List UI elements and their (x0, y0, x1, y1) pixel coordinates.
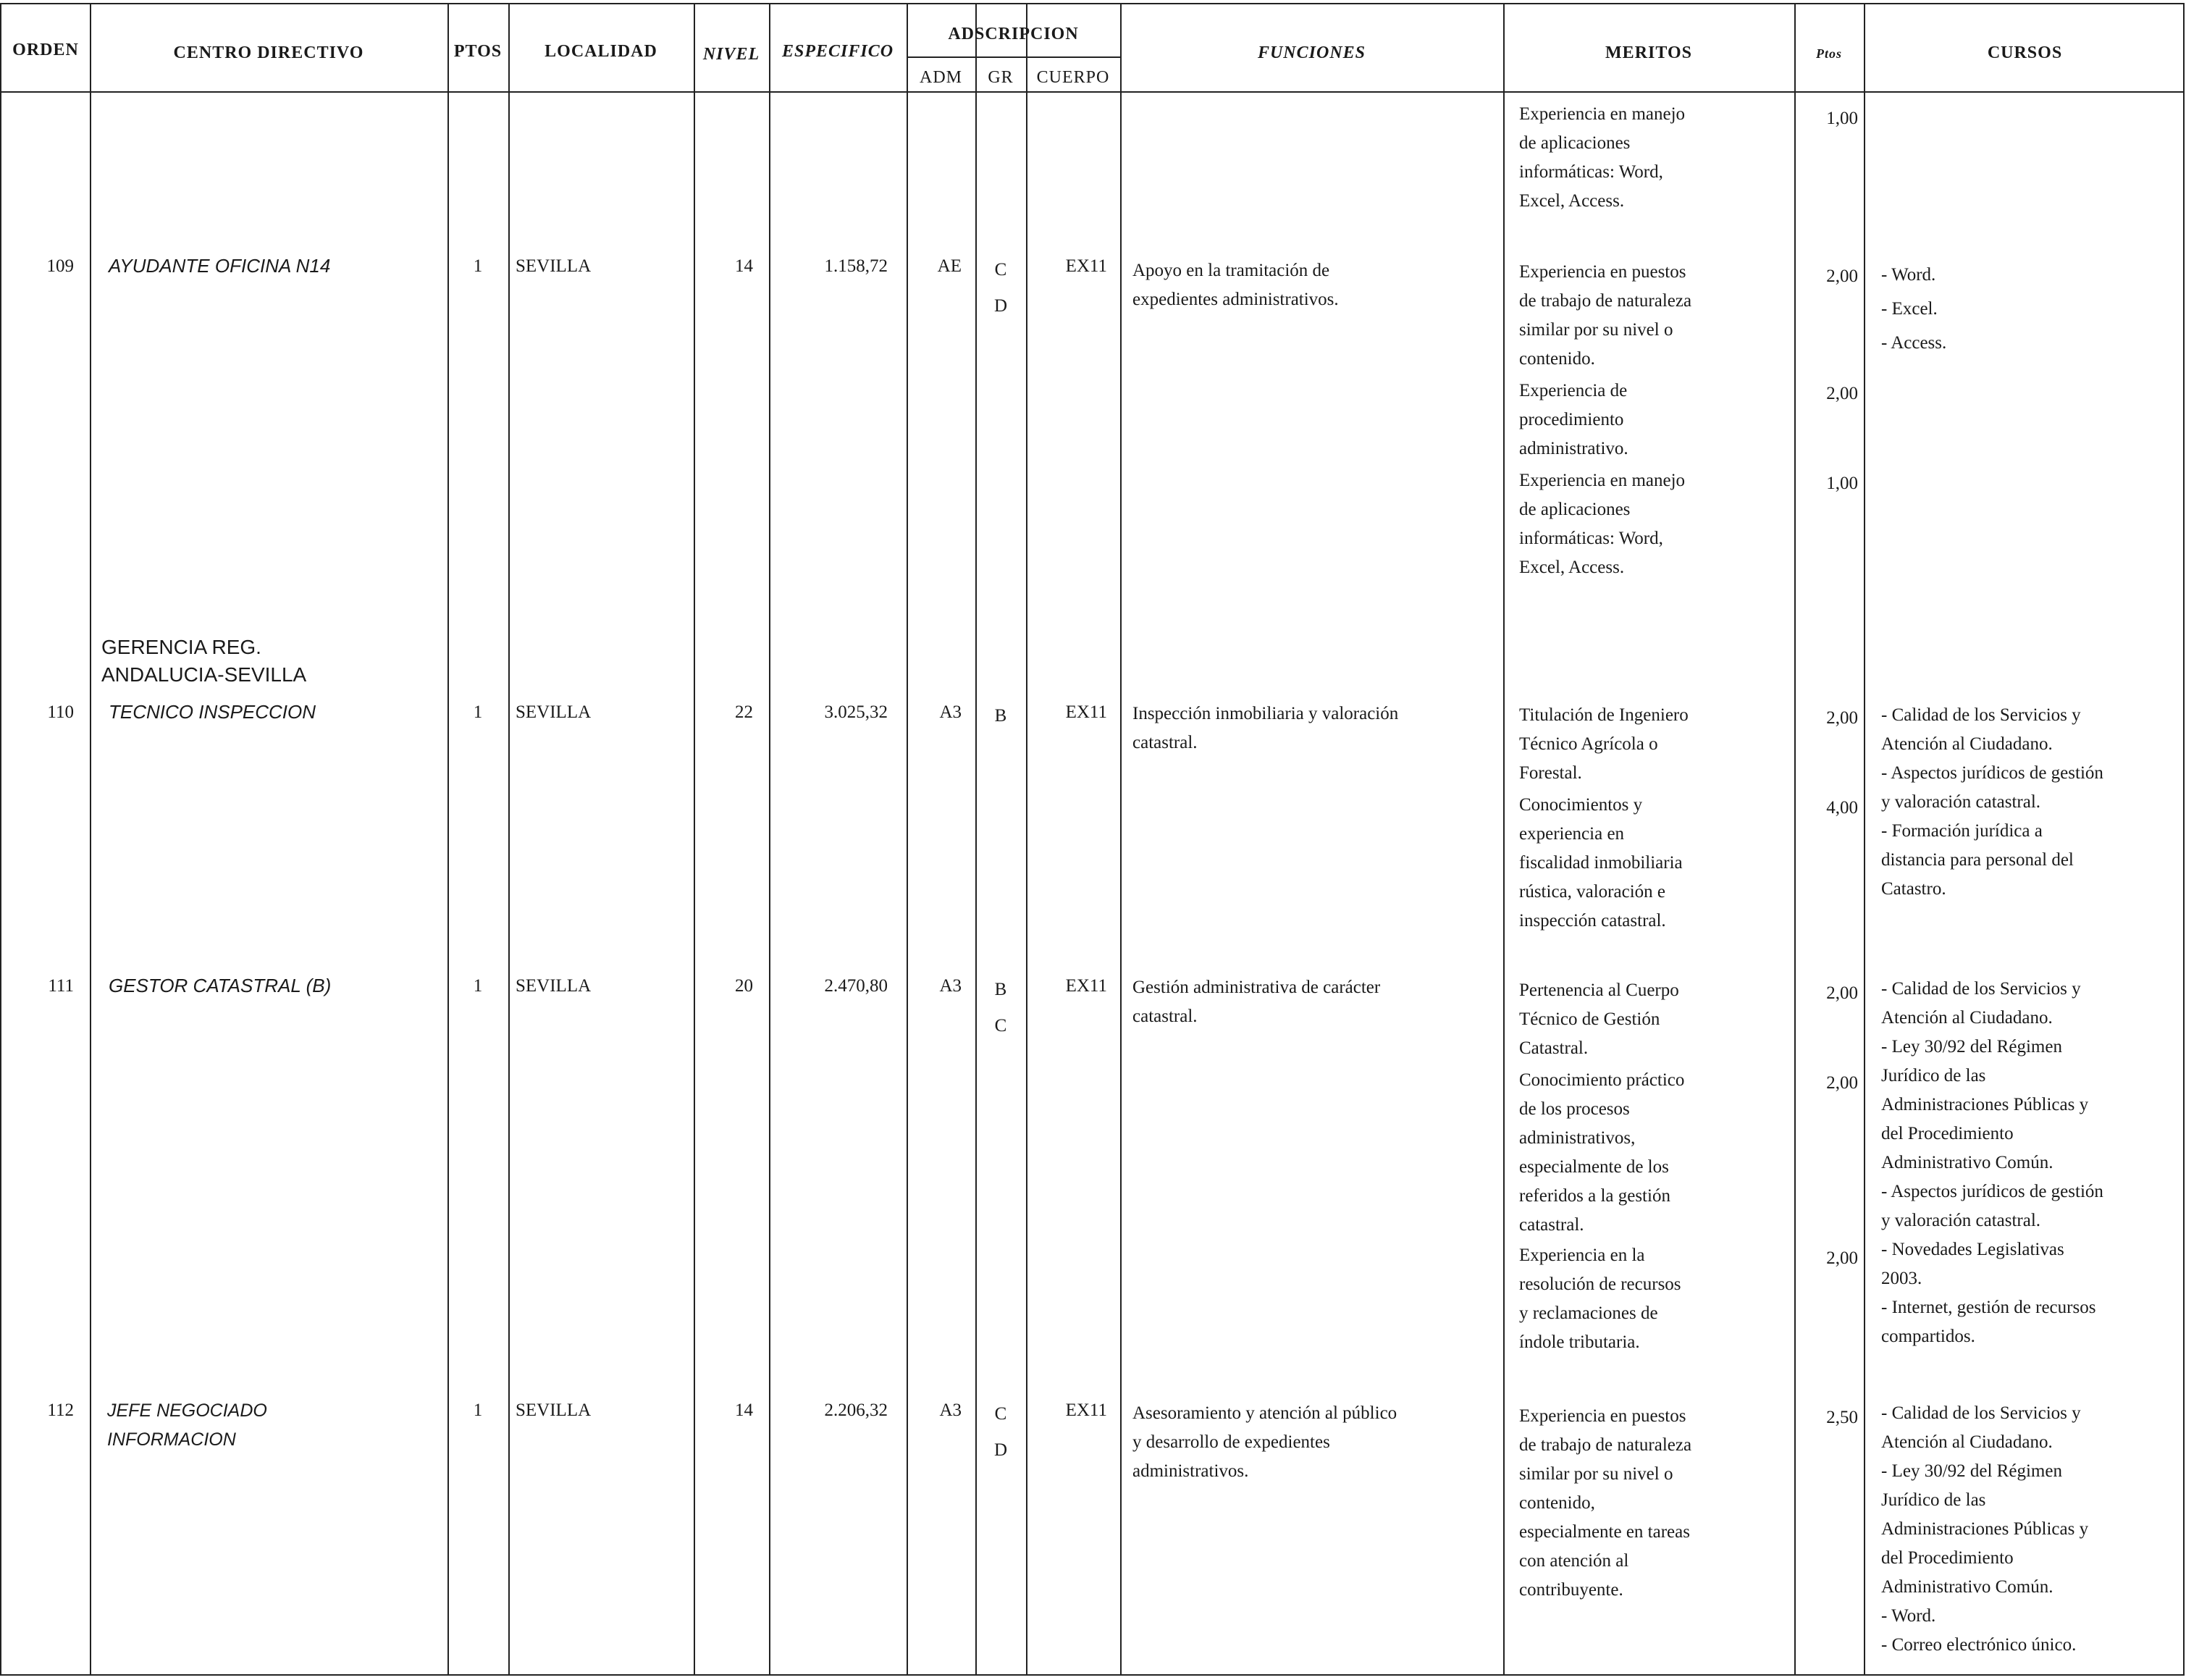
header-adm: ADM (919, 68, 962, 87)
merit-points: 2,50 (1826, 1408, 1858, 1427)
merit-points: 2,00 (1826, 1248, 1858, 1268)
merit-text: Titulación de Ingeniero Técnico Agrícola o Forestal. (1519, 705, 1689, 783)
row-centro: TECNICO INSPECCION (109, 701, 316, 723)
header-ptos-meritos: Ptos (1815, 46, 1842, 61)
row-ptos: 1 (473, 976, 483, 996)
row-cursos: - Calidad de los Servicios y Atención al Ciudadano. - Aspectos jurídicos de gestión y valoración catastral. - Formación jurídica a distancia para personal del Catastro. (1881, 705, 2103, 899)
merit-text: Experiencia de procedimiento administrativo. (1519, 381, 1628, 458)
row-orden: 110 (47, 702, 74, 722)
row-ptos: 1 (473, 702, 483, 722)
col-divider (1120, 4, 1122, 1674)
header-meritos: MERITOS (1605, 43, 1692, 62)
section-title-line1: GERENCIA REG. (101, 636, 261, 658)
header-localidad: LOCALIDAD (545, 42, 657, 61)
row-nivel: 22 (735, 702, 753, 722)
row-orden: 111 (48, 976, 74, 996)
row-ptos: 1 (473, 256, 483, 276)
row-gr: C D (993, 1404, 1008, 1460)
merit-points: 4,00 (1826, 798, 1858, 818)
merit-text: Experiencia en puestos de trabajo de naturaleza similar por su nivel o contenido. (1519, 262, 1692, 369)
row-cuerpo: EX11 (1065, 702, 1107, 722)
row-ptos: 1 (473, 1400, 483, 1420)
row-centro: AYUDANTE OFICINA N14 (109, 255, 331, 277)
row-funciones: Inspección inmobiliaria y valoración catastral. (1132, 704, 1399, 752)
row-especifico: 2.470,80 (824, 976, 888, 996)
row-especifico: 3.025,32 (824, 702, 888, 722)
row-nivel: 20 (735, 976, 753, 996)
row-adm: AE (937, 256, 962, 276)
merit-points: 2,00 (1826, 384, 1858, 403)
row-nivel: 14 (735, 256, 753, 276)
row-cuerpo: EX11 (1065, 256, 1107, 276)
merit-points: 2,00 (1826, 1073, 1858, 1093)
header-nivel: NIVEL (702, 45, 760, 64)
merit-text: Experiencia en manejo de aplicaciones informáticas: Word, Excel, Access. (1519, 471, 1686, 577)
merit-points: 1,00 (1826, 109, 1858, 128)
row-cursos: - Calidad de los Servicios y Atención al Ciudadano. - Ley 30/92 del Régimen Jurídico de las Administraciones Públicas y del Procedimiento Administrativo Común. - Aspectos jurídicos de gestión y valoración catastral. - Novedades Legislativas 2003. - Internet, gestión de recursos compartidos. (1881, 979, 2103, 1346)
header-bottom-line (1, 91, 2183, 93)
row-cuerpo: EX11 (1065, 1400, 1107, 1420)
adscripcion-divider (907, 56, 1120, 58)
header-especifico: ESPECIFICO (781, 42, 894, 61)
merit-points: 1,00 (1826, 474, 1858, 493)
row-localidad: SEVILLA (516, 702, 592, 722)
row-especifico: 1.158,72 (824, 256, 888, 276)
row-nivel: 14 (735, 1400, 753, 1420)
merit-text: Conocimientos y experiencia en fiscalidad inmobiliaria rústica, valoración e inspección catastral. (1519, 795, 1683, 931)
row-funciones: Apoyo en la tramitación de expedientes administrativos. (1132, 261, 1339, 309)
col-divider (90, 4, 91, 1674)
header-cursos: CURSOS (1987, 43, 2063, 62)
row-cursos: - Word. - Excel. - Access. (1881, 265, 1947, 353)
merit-text: Experiencia en puestos de trabajo de naturaleza similar por su nivel o contenido, especialmente en tareas con atención al contribuyente. (1519, 1406, 1692, 1600)
row-orden: 109 (46, 256, 74, 276)
row-centro: GESTOR CATASTRAL (B) (109, 975, 332, 996)
row-orden: 112 (47, 1400, 74, 1420)
row-gr: C D (993, 260, 1008, 316)
row-adm: A3 (939, 702, 962, 722)
merit-points: 2,00 (1826, 708, 1858, 728)
header-centro-directivo: CENTRO DIRECTIVO (173, 43, 364, 62)
row-localidad: SEVILLA (516, 976, 592, 996)
merit-points: 2,00 (1826, 983, 1858, 1003)
row-localidad: SEVILLA (516, 256, 592, 276)
col-divider (1503, 4, 1505, 1674)
row-especifico: 2.206,32 (824, 1400, 888, 1420)
merit-points: 2,00 (1826, 266, 1858, 286)
row-adm: A3 (939, 1400, 962, 1420)
header-adscripcion: ADSCRIPCION (948, 25, 1079, 43)
row-funciones: Gestión administrativa de carácter catastral. (1132, 978, 1381, 1026)
header-orden: ORDEN (12, 41, 79, 59)
merit-text: Conocimiento práctico de los procesos administrativos, especialmente de los referidos a la gestión catastral. (1519, 1070, 1685, 1235)
section-title-line2: ANDALUCIA-SEVILLA (101, 663, 307, 686)
row-localidad: SEVILLA (516, 1400, 592, 1420)
row-centro: JEFE NEGOCIADO INFORMACION (107, 1400, 267, 1450)
row-cursos: - Calidad de los Servicios y Atención al Ciudadano. - Ley 30/92 del Régimen Jurídico de las Administraciones Públicas y del Procedimiento Administrativo Común. - Word. - Correo electrónico único. (1881, 1403, 2089, 1655)
merit-text: Experiencia en la resolución de recursos y reclamaciones de índole tributaria. (1519, 1246, 1681, 1352)
header-gr: GR (988, 68, 1014, 87)
row-gr: B C (994, 980, 1007, 1036)
col-divider (508, 4, 510, 1674)
row-gr: B (994, 706, 1007, 726)
row-funciones: Asesoramiento y atención al público y desarrollo de expedientes administrativos. (1132, 1403, 1397, 1481)
header-ptos: PTOS (453, 42, 503, 61)
merit-text: Pertenencia al Cuerpo Técnico de Gestión Catastral. (1519, 980, 1679, 1058)
table-frame (0, 3, 2185, 1676)
row-cuerpo: EX11 (1065, 976, 1107, 996)
row-adm: A3 (939, 976, 962, 996)
merit-text: Experiencia en manejo de aplicaciones informáticas: Word, Excel, Access. (1519, 104, 1686, 211)
col-divider (1864, 4, 1865, 1674)
header-funciones: FUNCIONES (1257, 43, 1366, 62)
header-cuerpo: CUERPO (1036, 68, 1110, 87)
